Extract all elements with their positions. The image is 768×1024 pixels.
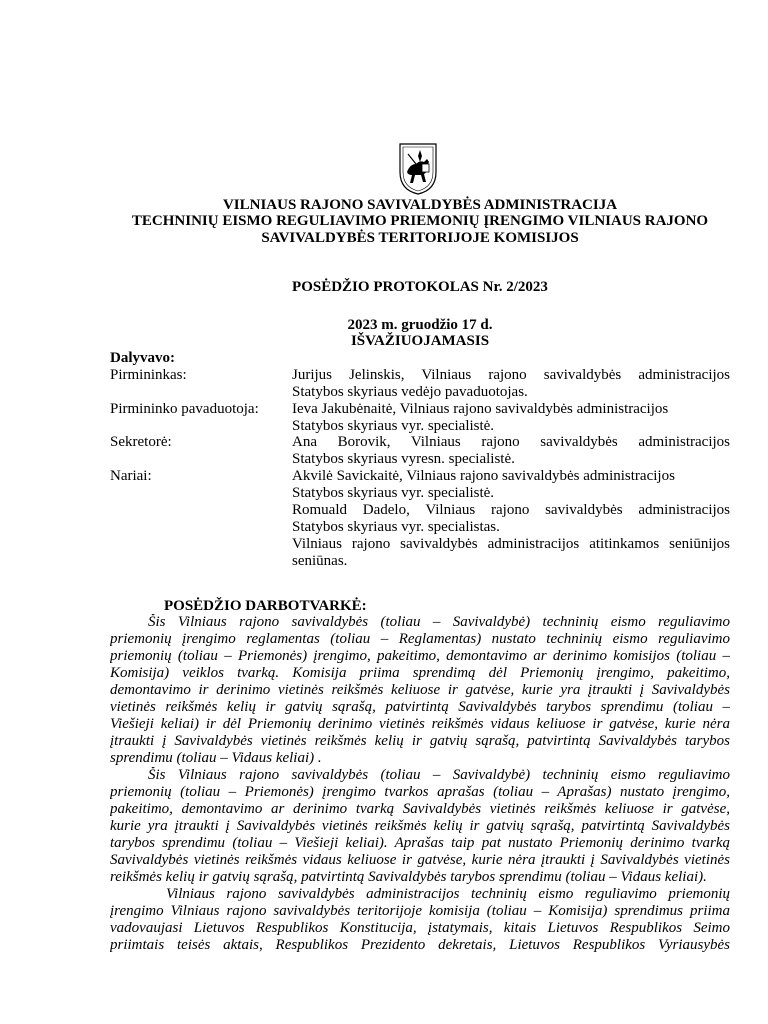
coat-of-arms-emblem [398,142,438,196]
agenda-line: priemonių (toliau – Priemonės) įrengimo, pakeitimo, demontavimo ar derinimo komisijos (toliau – [110,648,730,664]
deputy-line1: Ieva Jakubėnaitė, Vilniaus rajono savivaldybės administracijos [292,401,669,417]
meeting-date: 2023 m. gruodžio 17 d. [347,317,493,333]
member2-line1: Romuald Dadelo, Vilniaus rajono savivaldybės administracijos [292,502,730,518]
deputy-role: Pirmininko pavaduotoja: [110,401,259,417]
member2-line2: Statybos skyriaus vyr. specialistas. [292,519,500,535]
chair-role: Pirmininkas: [110,367,187,383]
member3-line1: Vilniaus rajono savivaldybės administracijos atitinkamos seniūnijos [292,536,730,552]
chair-line2: Statybos skyriaus vedėjo pavaduotojas. [292,384,528,400]
agenda-line: priemonių įrengimo reglamentas (toliau – Reglamentas) nustato techninių eismo reguliavimo [110,631,730,647]
agenda-line: vietinės reikšmės kelių ir gatvių sąrašą, patvirtintą Savivaldybės tarybos sprendimu (toliau – [110,699,730,715]
deputy-value [292,401,730,435]
secretary-line1: Ana Borovik, Vilniaus rajono savivaldybės administracijos [292,434,730,450]
institution-name: VILNIAUS RAJONO SAVIVALDYBĖS ADMINISTRACIJA [222,197,618,213]
agenda-line: sprendimu (toliau – Vidaus keliai) . [110,750,322,766]
members-value [292,468,730,570]
agenda-line: kurie yra įtraukti į Savivaldybės vietinės reikšmės kelių ir gatvių sąrašą, patvirtintą Savivaldybės [110,818,730,834]
secretary-role: Sekretorė: [110,434,172,450]
agenda-line: demontavimo ir derinimo vietinės reikšmės keliuose ir gatvėse, kurie yra įtraukti į Savivaldybės [110,682,730,698]
chair-value [292,367,730,401]
agenda-line: Savivaldybės vietinės reikšmės vidaus keliuose ir gatvėse, kurie nėra įtraukti į Savivaldybės vietinės [110,852,730,868]
member3-line2: seniūnas. [292,553,348,569]
agenda-line: priemonių (toliau – Priemonės) įrengimo tvarkos aprašas (toliau – Aprašas) nustato įrengimo, [110,784,730,800]
member1-line2: Statybos skyriaus vyr. specialistė. [292,485,495,501]
commission-name-line1: TECHNINIŲ EISMO REGULIAVIMO PRIEMONIŲ ĮRENGIMO VILNIAUS RAJONO [131,213,709,229]
agenda-line: įrengimo Vilniaus rajono savivaldybės teritorijoje komisija (toliau – Komisija) sprendimus priima [110,903,730,919]
secretary-line2: Statybos skyriaus vyresn. specialistė. [292,451,515,467]
agenda-body [110,614,730,954]
participants-heading: Dalyvavo: [110,350,175,366]
member1-line1: Akvilė Savickaitė, Vilniaus rajono savivaldybės administracijos [292,468,675,484]
agenda-line: tarybos sprendimu (toliau – Viešieji keliai). Aprašas taip pat nustato Priemonių derinimo tvarką [110,835,730,851]
secretary-value [292,434,730,468]
agenda-line: Viešieji keliai) ir dėl Priemonių derinimo vietinės reikšmės vidaus keliuose ir gatvėse, kurie nėra [110,716,730,732]
agenda-line: įtraukti į Savivaldybės vietinės reikšmės kelių ir gatvių sąrašą, patvirtintą Savivaldybės tarybos [110,733,730,749]
commission-name-line2: SAVIVALDYBĖS TERITORIJOJE KOMISIJOS [261,230,579,246]
members-role: Nariai: [110,468,152,484]
agenda-line: Vilniaus rajono savivaldybės administracijos techninių eismo reguliavimo priemonių [166,886,730,902]
agenda-line: Šis Vilniaus rajono savivaldybės (toliau – Savivaldybė) techninių eismo reguliavimo [148,614,730,630]
chair-line1: Jurijus Jelinskis, Vilniaus rajono savivaldybės administracijos [292,367,730,383]
agenda-line: pakeitimo, demontavimo ar derinimo tvarką Savivaldybės vietinės reikšmės keliuose ir gatvėse, [110,801,730,817]
agenda-line: Šis Vilniaus rajono savivaldybės (toliau – Savivaldybė) techninių eismo reguliavimo [148,767,730,783]
agenda-heading: POSĖDŽIO DARBOTVARKĖ: [164,598,367,614]
document-title: POSĖDŽIO PROTOKOLAS Nr. 2/2023 [292,279,548,295]
meeting-place: IŠVAŽIUOJAMASIS [350,333,490,349]
agenda-line: vadovaujasi Lietuvos Respublikos Konstitucija, įstatymais, kitais Lietuvos Respublikos Seimo [110,920,730,936]
agenda-line: reikšmės kelių ir gatvių sąrašą, patvirtintą Savivaldybės tarybos sprendimu (toliau – Vidaus keliai). [110,869,707,885]
agenda-line: priimtais teisės aktais, Respublikos Prezidento dekretais, Lietuvos Respublikos Vyriausybės [110,937,730,953]
deputy-line2: Statybos skyriaus vyr. specialistė. [292,418,495,434]
agenda-line: Komisija) veiklos tvarką. Komisija priima sprendimą dėl Priemonių įrengimo, pakeitimo, [110,665,730,681]
